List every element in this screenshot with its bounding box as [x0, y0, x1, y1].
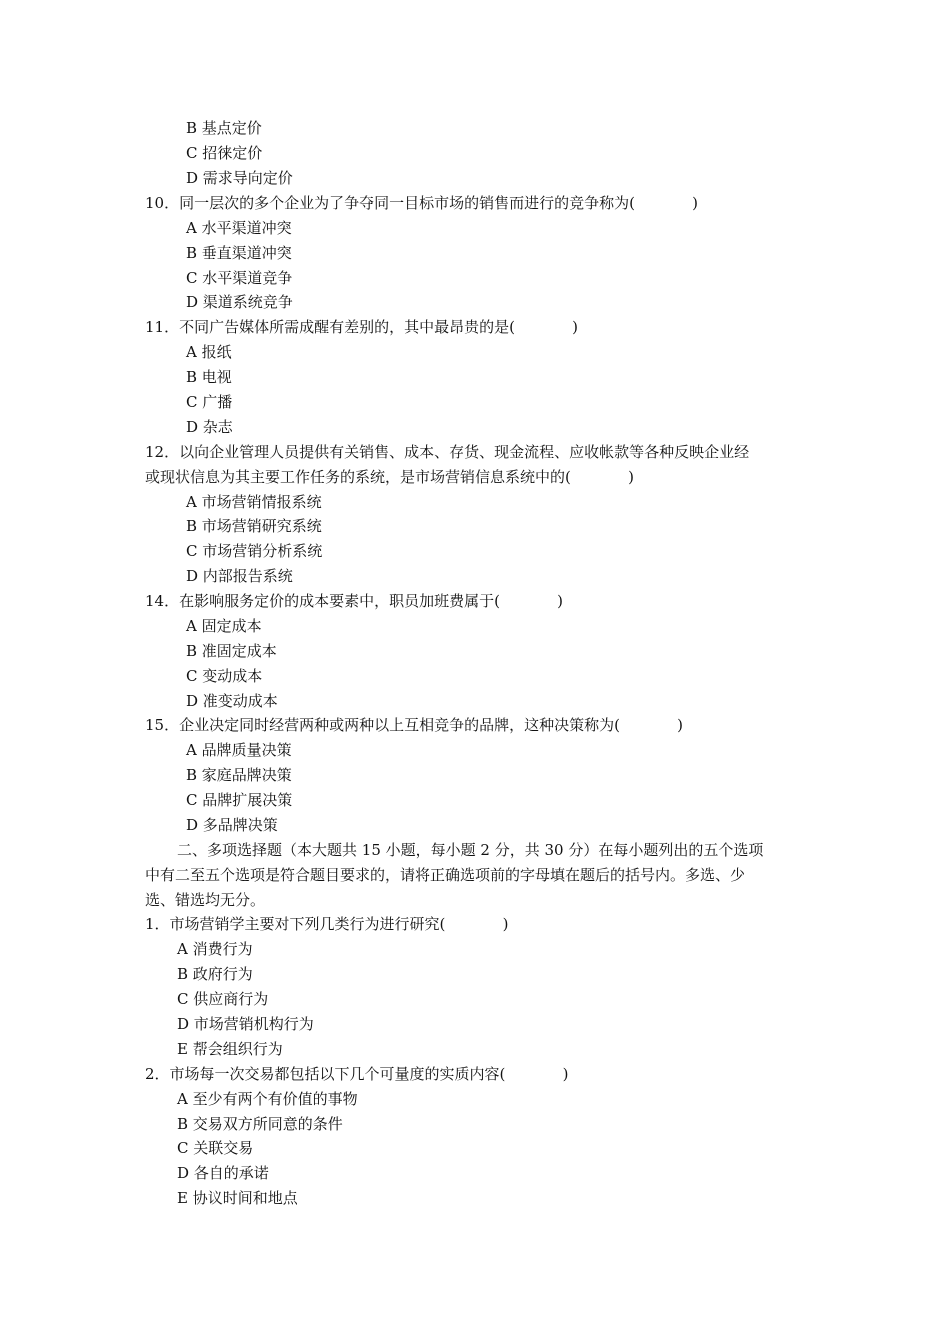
- q14-option-b: B 准固定成本: [186, 642, 277, 660]
- m2-option-e: E 协议时间和地点: [177, 1189, 298, 1207]
- q12-stem-line1: 12．以向企业管理人员提供有关销售、成本、存货、现金流程、应收帐款等各种反映企业经: [145, 443, 750, 461]
- q14-stem: 14．在影响服务定价的成本要素中，职员加班费属于( ): [145, 592, 564, 610]
- section2-heading-line2: 中有二至五个选项是符合题目要求的，请将正确选项前的字母填在题后的括号内。多选、少: [145, 866, 746, 884]
- q10-stem: 10．同一层次的多个企业为了争夺同一目标市场的销售而进行的竞争称为( ): [145, 194, 699, 212]
- q12-stem-line2: 或现状信息为其主要工作任务的系统，是市场营销信息系统中的( ): [145, 468, 634, 486]
- q15-option-c: C 品牌扩展决策: [186, 791, 293, 809]
- m2-option-c: C 关联交易: [177, 1139, 254, 1157]
- m1-option-a: A 消费行为: [177, 940, 253, 958]
- m2-stem: 2．市场每一次交易都包括以下几个可量度的实质内容( ): [145, 1065, 569, 1083]
- q14-option-a: A 固定成本: [186, 617, 262, 635]
- q11-option-b: B 电视: [186, 368, 232, 386]
- m1-stem: 1．市场营销学主要对下列几类行为进行研究( ): [145, 915, 509, 933]
- m1-option-e: E 帮会组织行为: [177, 1040, 283, 1058]
- q9-option-b: B 基点定价: [186, 119, 262, 137]
- q12-option-a: A 市场营销情报系统: [186, 493, 322, 511]
- q15-option-b: B 家庭品牌决策: [186, 766, 292, 784]
- q10-option-d: D 渠道系统竞争: [186, 293, 293, 311]
- section2-heading-line3: 选、错选均无分。: [145, 891, 266, 909]
- m1-option-b: B 政府行为: [177, 965, 253, 983]
- q12-option-d: D 内部报告系统: [186, 567, 293, 585]
- q14-option-c: C 变动成本: [186, 667, 263, 685]
- q12-option-c: C 市场营销分析系统: [186, 542, 323, 560]
- q10-option-a: A 水平渠道冲突: [186, 219, 292, 237]
- q10-option-b: B 垂直渠道冲突: [186, 244, 292, 262]
- q11-option-c: C 广播: [186, 393, 233, 411]
- q10-option-c: C 水平渠道竞争: [186, 269, 293, 287]
- q11-option-a: A 报纸: [186, 343, 232, 361]
- q9-option-c: C 招徕定价: [186, 144, 263, 162]
- q12-option-b: B 市场营销研究系统: [186, 517, 322, 535]
- q15-option-a: A 品牌质量决策: [186, 741, 292, 759]
- q15-option-d: D 多品牌决策: [186, 816, 278, 834]
- m1-option-c: C 供应商行为: [177, 990, 269, 1008]
- q11-option-d: D 杂志: [186, 418, 233, 436]
- m2-option-b: B 交易双方所同意的条件: [177, 1115, 343, 1133]
- m1-option-d: D 市场营销机构行为: [177, 1015, 314, 1033]
- m2-option-a: A 至少有两个有价值的事物: [177, 1090, 358, 1108]
- m2-option-d: D 各自的承诺: [177, 1164, 269, 1182]
- q15-stem: 15．企业决定同时经营两种或两种以上互相竞争的品牌，这种决策称为( ): [145, 716, 684, 734]
- section2-heading-line1: 二、多项选择题（本大题共 15 小题，每小题 2 分，共 30 分）在每小题列出的五个选项: [177, 841, 764, 859]
- q9-option-d: D 需求导向定价: [186, 169, 293, 187]
- q11-stem: 11．不同广告媒体所需成醒有差别的，其中最昂贵的是( ): [145, 318, 579, 336]
- q14-option-d: D 准变动成本: [186, 692, 278, 710]
